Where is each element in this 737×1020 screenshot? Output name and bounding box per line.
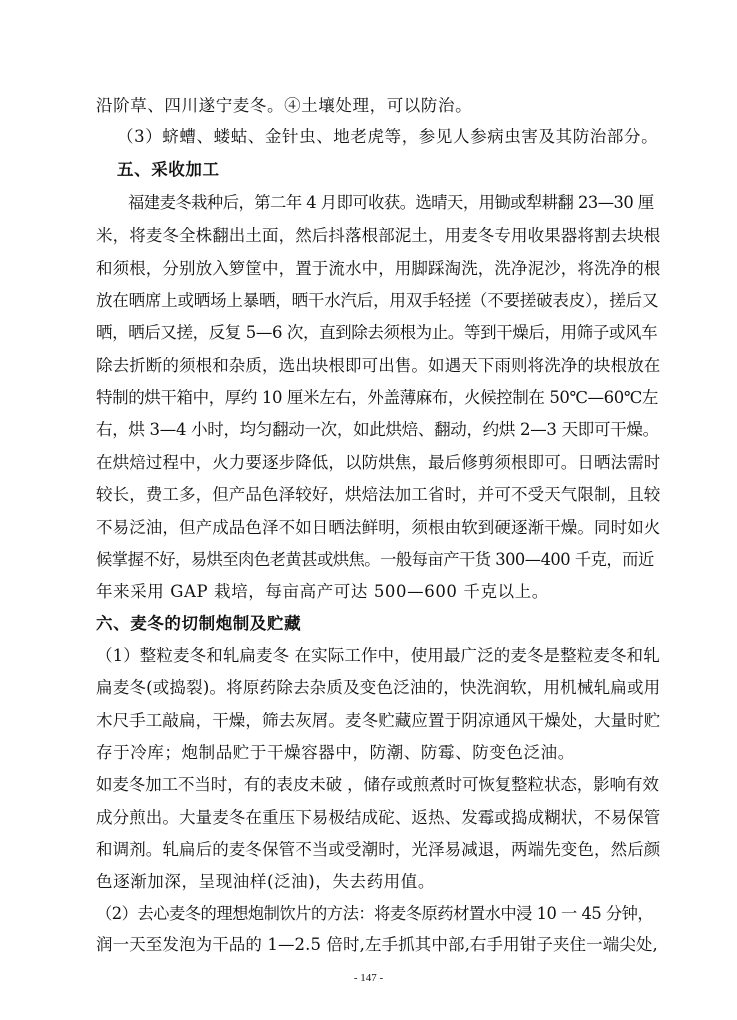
text-line: 扁麦冬(或捣裂)。将原药除去杂质及变色泛油的，快洗润软，用机械轧扁或用 [96, 678, 661, 697]
text-line: 不易泛油，但产成品色泽不如日晒法鲜明，须根由软到硬逐渐干燥。同时如火 [96, 518, 661, 537]
text-line: （3）蛴螬、蝼蛄、金针虫、地老虎等，参见人参病虫害及其防治部分。 [117, 127, 659, 146]
text-line: 福建麦冬栽种后，第二年 4 月即可收获。选晴天，用锄或犁耕翻 23—30 厘 [128, 193, 654, 212]
text-line: 木尺手工敲扁，干燥，筛去灰屑。麦冬贮藏应置于阴凉通风干燥处，大量时贮 [96, 711, 661, 730]
text-line: 色逐渐加深，呈现油样(泛油)，失去药用值。 [96, 872, 435, 891]
text-line: 润一天至发泡为干品的 1—2.5 倍时,左手抓其中部,右手用钳子夹住一端尖处, [96, 935, 658, 954]
text-line: 沿阶草、四川遂宁麦冬。④土壤处理，可以防治。 [96, 96, 473, 115]
text-line: （1）整粒麦冬和轧扁麦冬 在实际工作中，使用最广泛的麦冬是整粒麦冬和轧 [96, 646, 660, 665]
page-number: - 147 - [353, 972, 384, 984]
text-line: 在烘焙过程中，火力要逐步降低，以防烘焦，最后修剪须根即可。日晒法需时 [96, 453, 661, 472]
text-line: 特制的烘干箱中，厚约 10 厘米左右，外盖薄麻布，火候控制在 50℃—60℃左 [96, 388, 659, 407]
text-line: 除去折断的须根和杂质，选出块根即可出售。如遇天下雨则将洗净的块根放在 [96, 356, 661, 375]
text-line: 和调剂。轧扁后的麦冬保管不当或受潮时，光泽易减退，两端先变色，然后颜 [96, 840, 661, 859]
text-line: 如麦冬加工不当时，有的表皮未破 ，储存或煎煮时可恢复整粒状态，影响有效 [96, 775, 659, 794]
text-line: 和须根，分别放入箩筐中，置于流水中，用脚踩淘洗，洗净泥沙，将洗净的根 [96, 259, 661, 278]
text-line: 放在晒席上或晒场上暴晒，晒干水汽后，用双手轻搓（不要搓破表皮），搓后又 [96, 291, 659, 310]
text-line: 年来采用 GAP 栽培，每亩高产可达 500—600 千克以上。 [96, 582, 549, 601]
text-line: 候掌握不好，易烘至肉色老黄甚或烘焦。一般每亩产干货 300—400 千克，而近 [96, 550, 654, 569]
section-heading: 五、采收加工 [117, 160, 220, 179]
text-line: 存于冷库；炮制品贮于干燥容器中，防潮、防霉、防变色泛油。 [96, 743, 575, 762]
text-line: 较长，费工多，但产品色泽较好，烘焙法加工省时，并可不受天气限制，且较 [96, 485, 661, 504]
section-heading: 六、麦冬的切制炮制及贮藏 [96, 614, 302, 633]
text-line: （2）去心麦冬的理想炮制饮片的方法：将麦冬原药材置水中浸 10 一 45 分钟， [96, 904, 654, 923]
text-line: 成分煎出。大量麦冬在重压下易极结成砣、返热、发霉或捣成糊状，不易保管 [96, 808, 661, 827]
text-line: 晒，晒后又搓，反复 5—6 次，直到除去须根为止。等到干燥后，用筛子或风车 [96, 323, 658, 342]
text-line: 米，将麦冬全株翻出土面，然后抖落根部泥土，用麦冬专用收果器将割去块根 [96, 226, 661, 245]
text-line: 右，烘 3—4 小时，均匀翻动一次，如此烘焙、翻动，约烘 2—3 天即可干燥。 [96, 420, 659, 439]
